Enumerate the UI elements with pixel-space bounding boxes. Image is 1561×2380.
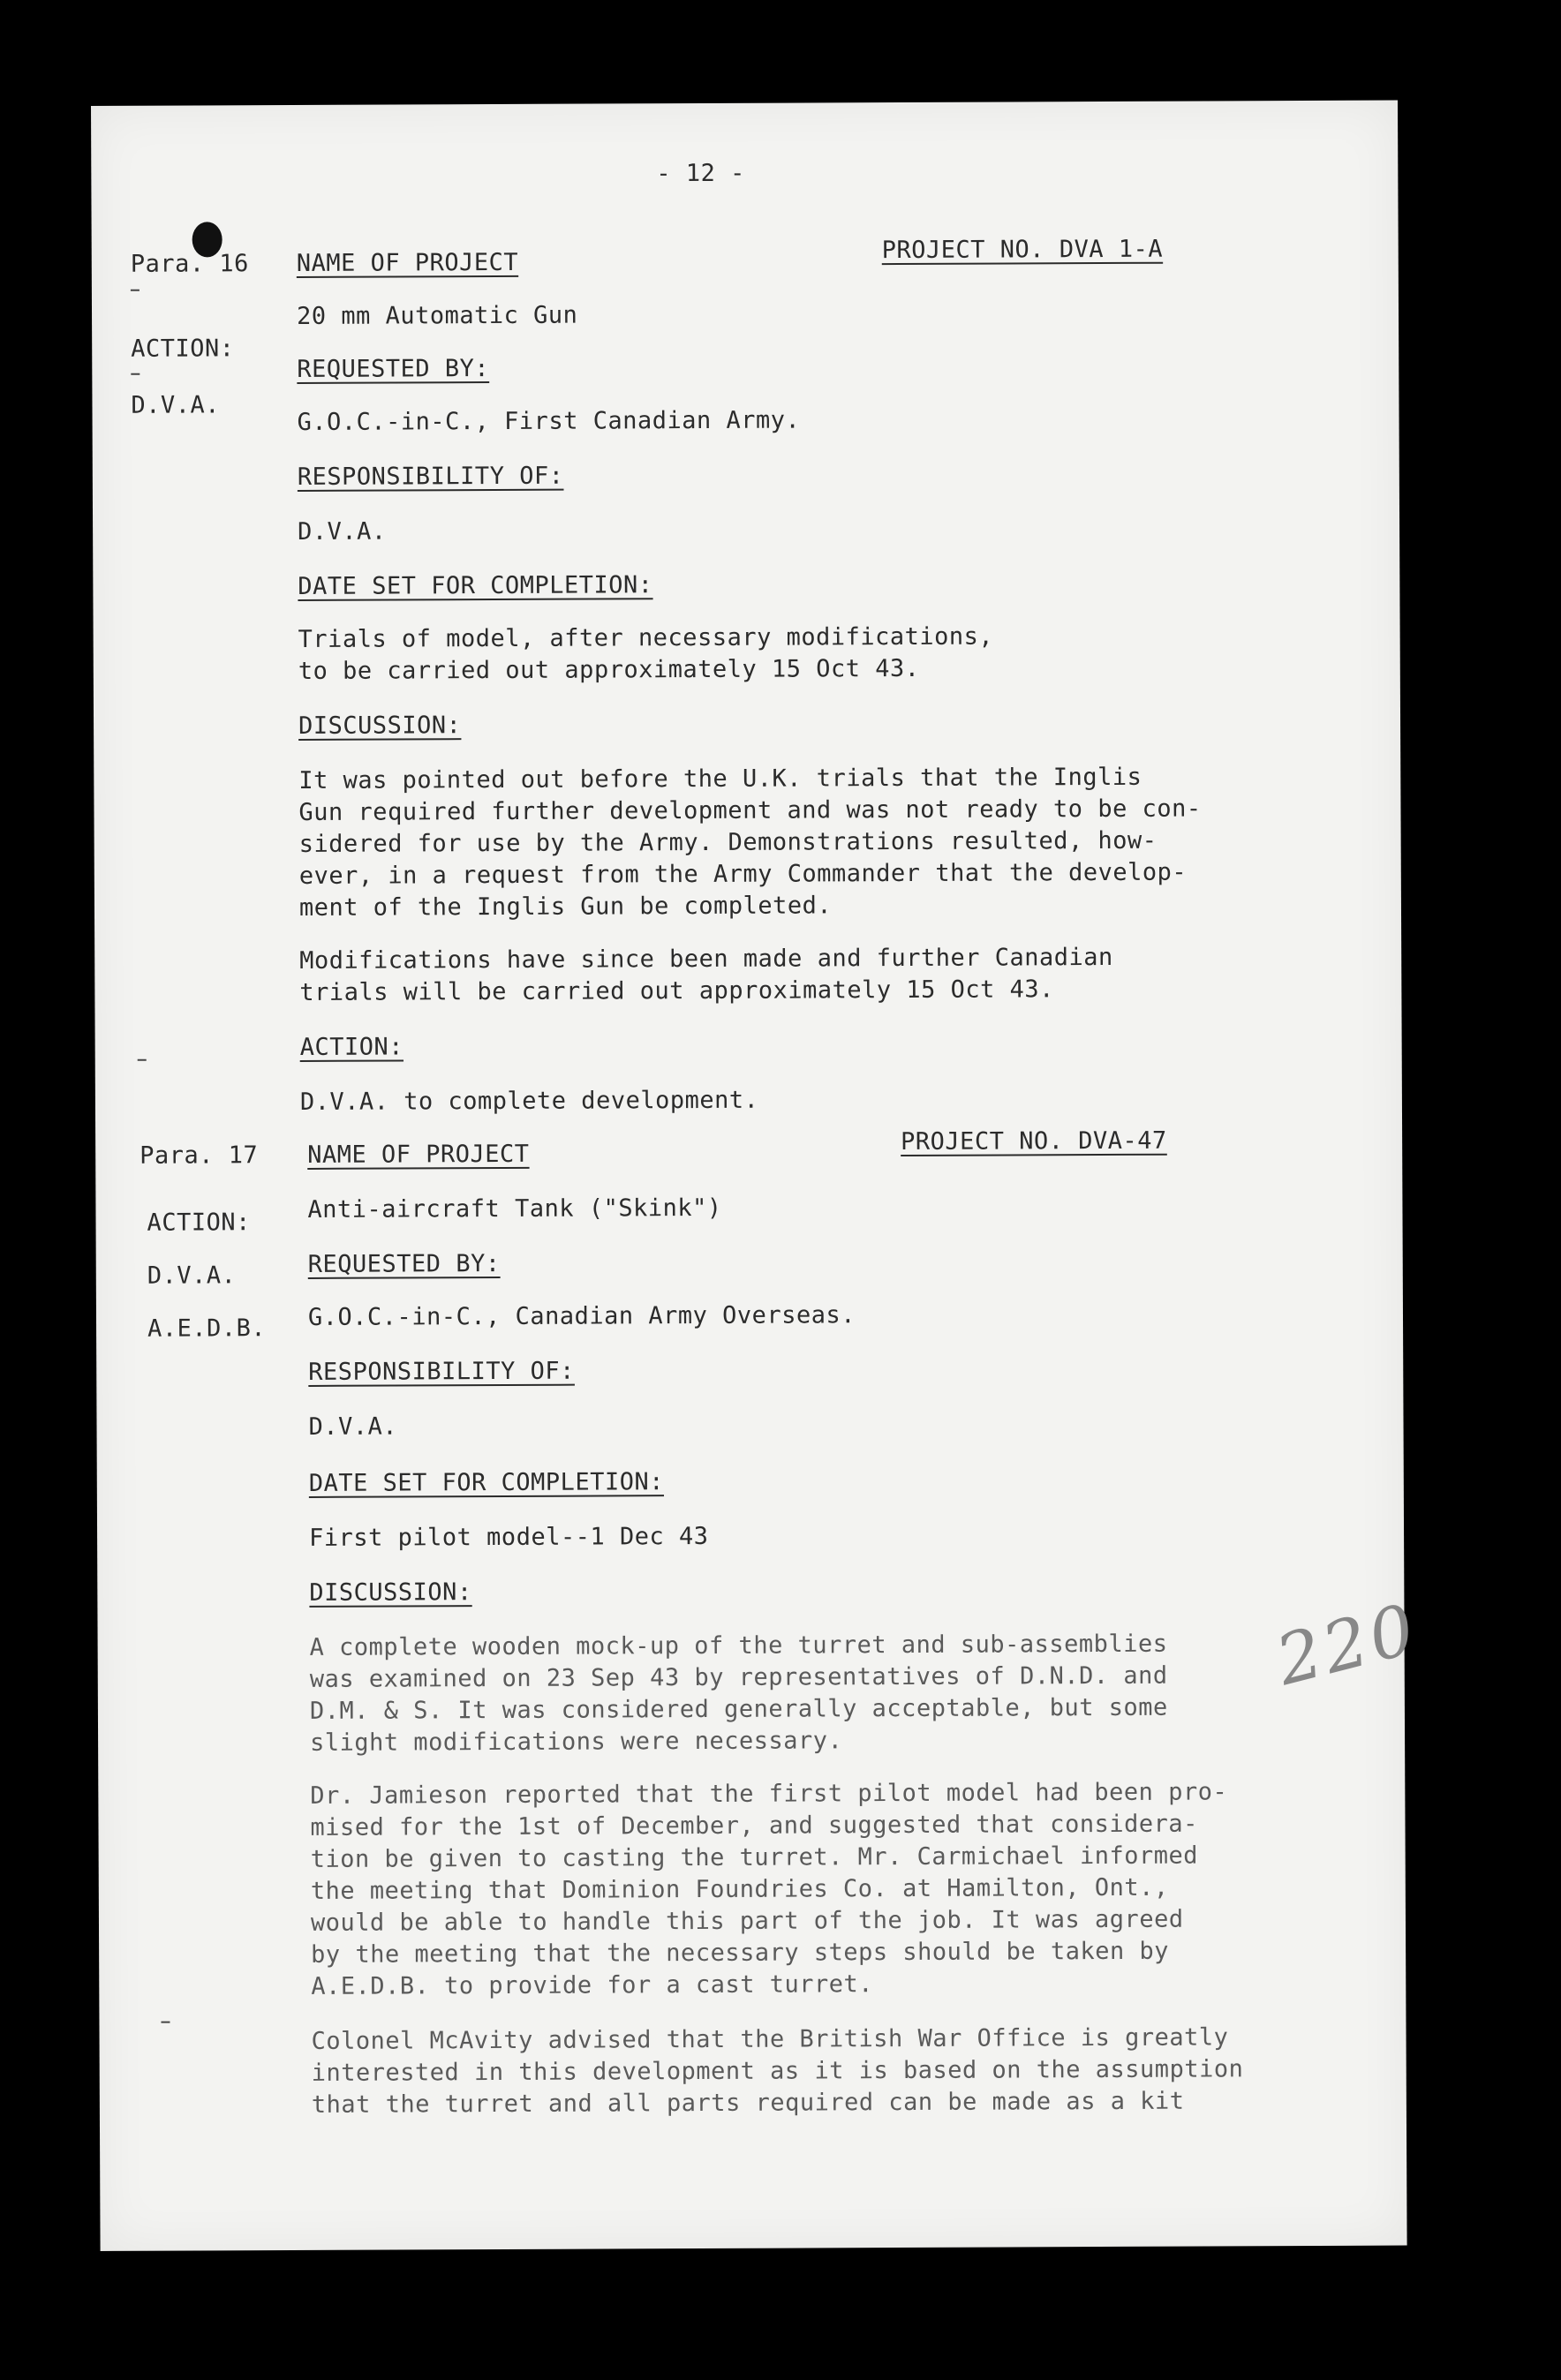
para17-responsibility-value: D.V.A.: [308, 1412, 398, 1441]
para16-discussion-heading: DISCUSSION:: [298, 712, 462, 740]
para17-discussion-line: Dr. Jamieson reported that the first pilot model had been pro-: [310, 1778, 1228, 1810]
para16-discussion-line: ment of the Inglis Gun be completed.: [298, 892, 833, 922]
para17-requested-value: G.O.C.-in-C., Canadian Army Overseas.: [307, 1301, 856, 1331]
para17-date-heading: DATE SET FOR COMPLETION:: [308, 1468, 665, 1497]
margin-tick-mark: [131, 290, 140, 291]
para16-discussion-line: ever, in a request from the Army Commander that the develop-: [298, 858, 1188, 890]
para16-action-section-heading: ACTION:: [299, 1033, 404, 1061]
para16-project-name: 20 mm Automatic Gun: [296, 301, 578, 330]
document-page: [91, 101, 1427, 2251]
para17-discussion-line: interested in this development as it is based on the assumption: [311, 2055, 1244, 2087]
para16-project-number: PROJECT NO. DVA 1-A: [881, 235, 1164, 265]
para17-discussion-line: A.E.D.B. to provide for a cast turret.: [311, 1970, 874, 2000]
para16-name-heading: NAME OF PROJECT: [296, 248, 519, 277]
para17-date-value: First pilot model--1 Dec 43: [309, 1522, 709, 1552]
para16-action-party: D.V.A.: [131, 391, 221, 419]
para16-responsibility-heading: RESPONSIBILITY OF:: [297, 462, 564, 491]
para17-discussion-line: by the meeting that the necessary steps should be taken by: [311, 1937, 1170, 1969]
para17-discussion-line: that the turret and all parts required can be made as a kit: [311, 2087, 1185, 2119]
para16-requested-value: G.O.C.-in-C., First Canadian Army.: [297, 406, 801, 436]
para16-date-line: to be carried out approximately 15 Oct 43.: [298, 654, 920, 685]
para17-requested-heading: REQUESTED BY:: [307, 1249, 501, 1278]
para16-requested-heading: REQUESTED BY:: [297, 355, 490, 383]
para16-discussion-line: It was pointed out before the U.K. trials that the Inglis: [298, 763, 1142, 795]
para17-discussion-line: A complete wooden mock-up of the turret and sub-assemblies: [309, 1630, 1168, 1661]
margin-tick-mark: [131, 373, 140, 375]
para16-action-heading: ACTION:: [131, 335, 235, 363]
margin-tick-mark: [161, 2022, 170, 2023]
para17-responsibility-heading: RESPONSIBILITY OF:: [308, 1357, 575, 1386]
para17-discussion-line: tion be given to casting the turret. Mr. Carmichael informed: [310, 1841, 1199, 1873]
para16-discussion-line: sidered for use by the Army. Demonstrations resulted, how-: [298, 826, 1158, 858]
para17-project-name: Anti-aircraft Tank ("Skink"): [307, 1194, 722, 1224]
para17-project-number: PROJECT NO. DVA-47: [901, 1126, 1167, 1156]
para17-action-heading: ACTION:: [147, 1209, 251, 1237]
para16-date-heading: DATE SET FOR COMPLETION:: [298, 571, 653, 600]
para17-discussion-line: the meeting that Dominion Foundries Co. at Hamilton, Ont.,: [310, 1873, 1169, 1905]
para16-action-section-value: D.V.A. to complete development.: [299, 1086, 759, 1116]
para17-action-party: A.E.D.B.: [147, 1314, 267, 1343]
para17-discussion-line: would be able to handle this part of the job. It was agreed: [310, 1905, 1184, 1937]
para16-discussion-line: Modifications have since been made and further Canadian: [299, 943, 1113, 975]
para17-discussion-heading: DISCUSSION:: [309, 1578, 472, 1607]
para16-label: Para. 16: [130, 250, 249, 278]
para16-discussion-line: trials will be carried out approximately 15 Oct 43.: [299, 975, 1054, 1006]
para17-discussion-line: D.M. & S. It was considered generally acceptable, but some: [309, 1693, 1168, 1725]
page-number: - 12 -: [656, 159, 745, 188]
margin-tick-mark: [138, 1059, 147, 1061]
para17-discussion-line: was examined on 23 Sep 43 by representatives of D.N.D. and: [309, 1661, 1168, 1693]
para17-action-party: D.V.A.: [147, 1262, 237, 1290]
para17-discussion-line: mised for the 1st of December, and suggested that considera-: [310, 1810, 1198, 1841]
para17-label: Para. 17: [140, 1141, 259, 1170]
handwritten-folio-number: 220: [1269, 1589, 1427, 1702]
para16-date-line: Trials of model, after necessary modifications,: [298, 622, 994, 653]
para17-discussion-line: slight modifications were necessary.: [310, 1727, 843, 1757]
para16-discussion-line: Gun required further development and was not ready to be con-: [298, 795, 1202, 826]
para16-responsibility-value: D.V.A.: [298, 517, 387, 546]
para17-discussion-line: Colonel McAvity advised that the British War Office is greatly: [311, 2023, 1229, 2055]
para17-name-heading: NAME OF PROJECT: [307, 1140, 530, 1169]
